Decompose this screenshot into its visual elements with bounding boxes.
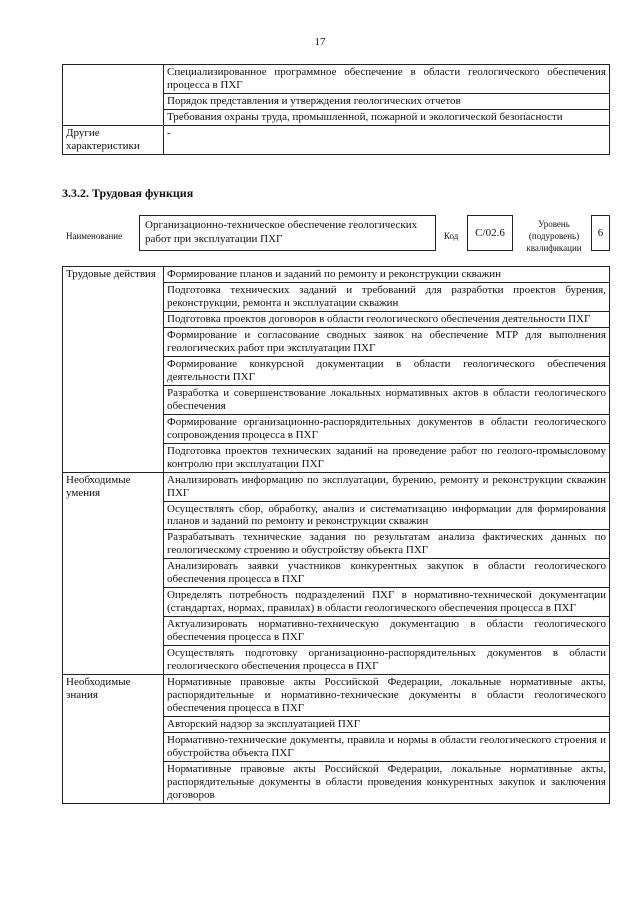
table-cell: Осуществлять сбор, обработку, анализ и систематизацию информации для формирования планов и заданий по ремонту и реконструкции скважин — [164, 501, 610, 530]
table-row — [63, 65, 610, 94]
code-label: Код — [444, 231, 459, 241]
table-cell: Формирование и согласование сводных заявок на обеспечение МТР для выполнения геологических работ при эксплуатации ПХГ — [164, 327, 610, 356]
table-cell: Подготовка технических заданий и требований для разработки проектов бурения, реконструкции, ремонта и эксплуатации скважин — [164, 282, 610, 311]
top-requirements-table — [62, 64, 610, 155]
table-cell: Подготовка проектов договоров в области геологического обеспечения деятельности ПХГ — [164, 311, 610, 327]
table-row — [63, 675, 610, 717]
category-cell: Трудовые действия — [63, 267, 164, 473]
category-cell — [63, 65, 164, 126]
table-cell: Разрабатывать технические задания по результатам анализа фактических данных по геологическому строению и обустройству объекта ПХГ — [164, 530, 610, 559]
table-cell: Требования охраны труда, промышленной, пожарной и экологической безопасности — [164, 109, 610, 125]
table-cell: Специализированное программное обеспечение в области геологического обеспечения процесса в ПХГ — [164, 65, 610, 94]
table-row — [63, 125, 610, 154]
name-label: Наименование — [66, 231, 123, 241]
table-cell: Анализировать заявки участников конкурентных закупок в области геологического обеспечения процесса в ПХГ — [164, 559, 610, 588]
table-cell: Формирование конкурсной документации в области геологического обеспечения деятельности ПХГ — [164, 356, 610, 385]
category-cell: Другие характеристики — [63, 125, 164, 154]
section-heading: 3.3.2. Трудовая функция — [62, 186, 194, 200]
table-cell: Осуществлять подготовку организационно-распорядительных документов в области геологического обеспечения процесса в ПХГ — [164, 646, 610, 675]
qualification-level-label: Уровень (подуровень) квалификации — [526, 219, 582, 254]
category-cell: Необходимые умения — [63, 472, 164, 675]
table-cell: Актуализировать нормативно-техническую документацию в области геологического обеспечения процесса в ПХГ — [164, 617, 610, 646]
table-cell: Нормативные правовые акты Российской Федерации, локальные нормативные акты, распорядительные и нормативно-технические документы в области геологического обеспечения процесса в ПХГ — [164, 675, 610, 717]
table-cell: Формирование организационно-распорядительных документов в области геологического сопровождения процесса в ПХГ — [164, 414, 610, 443]
page-number: 17 — [314, 36, 326, 48]
table-cell: Формирование планов и заданий по ремонту и реконструкции скважин — [164, 267, 610, 283]
function-name-box: Организационно-техническое обеспечение геологических работ при эксплуатации ПХГ — [139, 215, 436, 251]
labor-function-table — [62, 266, 610, 804]
table-cell: Определять потребность подразделений ПХГ в нормативно-технической документации (стандартах, нормах, правилах) в области геологического обеспечения процесса в ПХГ — [164, 588, 610, 617]
table-cell: Нормативные правовые акты Российской Федерации, локальные нормативные акты, распорядительные документы в области проведения конкурентных закупок и заключения договоров — [164, 761, 610, 803]
category-cell: Необходимые знания — [63, 675, 164, 804]
table-cell: Порядок представления и утверждения геологических отчетов — [164, 93, 610, 109]
table-cell: Анализировать информацию по эксплуатации, бурению, ремонту и реконструкции скважин ПХГ — [164, 472, 610, 501]
table-cell: Нормативно-технические документы, правила и нормы в области геологического строения и обустройства объекта ПХГ — [164, 733, 610, 762]
qualification-level-box: 6 — [591, 215, 610, 251]
table-row — [63, 472, 610, 501]
table-cell: Авторский надзор за эксплуатацией ПХГ — [164, 717, 610, 733]
table-cell: - — [164, 125, 610, 154]
table-cell: Разработка и совершенствование локальных нормативных актов в области геологического обеспечения — [164, 385, 610, 414]
function-code-box: С/02.6 — [467, 215, 513, 251]
table-cell: Подготовка проектов технических заданий на проведение работ по геолого-промысловому контролю при эксплуатации ПХГ — [164, 443, 610, 472]
table-row — [63, 267, 610, 283]
